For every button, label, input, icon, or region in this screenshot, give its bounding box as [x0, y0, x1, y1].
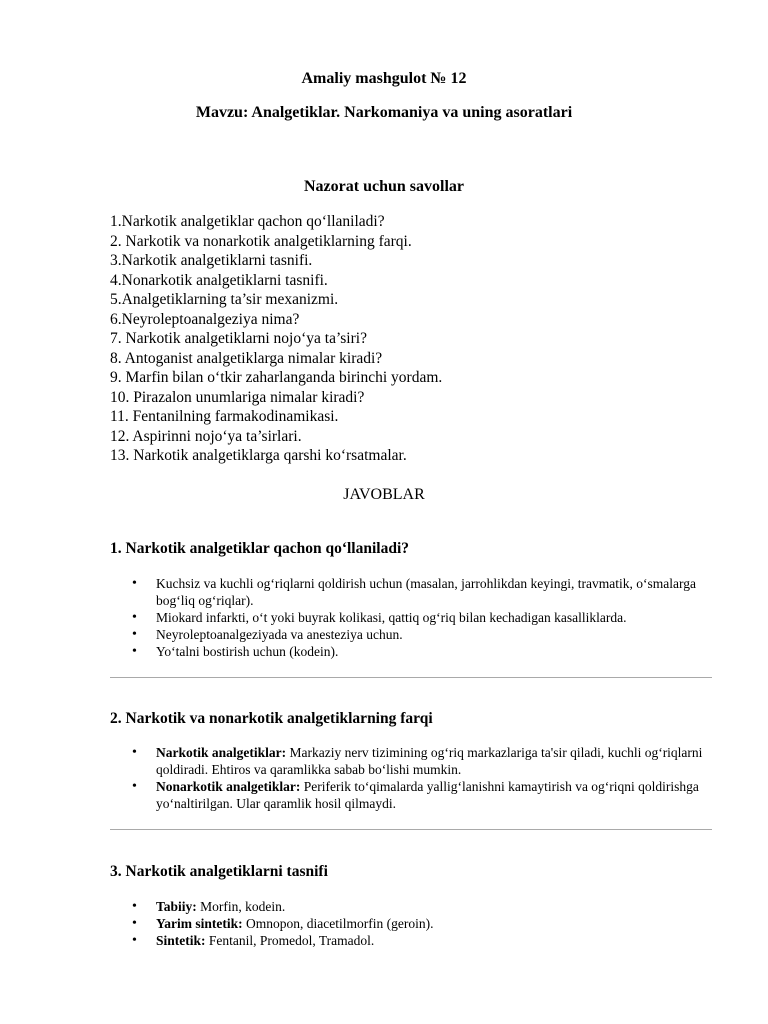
- bullet-item: [130, 575, 710, 609]
- question-item: 12. Aspirinni nojo‘ya ta’sirlari.: [110, 427, 302, 445]
- section-heading: 3. Narkotik analgetiklarni tasnifi: [110, 863, 328, 880]
- questions-list: [110, 212, 442, 466]
- bullet-text: Morfin, kodein.: [196, 899, 286, 914]
- bullet-item: [130, 932, 710, 949]
- document-title: Amaliy mashgulot № 12: [301, 70, 467, 87]
- bullet-term: Nonarkotik analgetiklar:: [156, 779, 301, 794]
- section-heading: 1. Narkotik analgetiklar qachon qo‘llaniladi?: [110, 540, 410, 557]
- question-item: 11. Fentanilning farmakodinamikasi.: [110, 408, 339, 425]
- bullet-term: Tabiiy:: [156, 899, 197, 914]
- bullet-text: Periferik to‘qimalarda yallig‘lanishni kamaytirish va og‘riqni qoldirishga yo‘naltirilgan. Ular qaramlik hosil qilmaydi.: [156, 779, 699, 811]
- question-item: 6.Neyroleptoanalgeziya nima?: [110, 310, 300, 328]
- question-item: 4.Nonarkotik analgetiklarni tasnifi.: [110, 271, 328, 289]
- bullet-item: [130, 609, 710, 626]
- control-questions-heading: Nazorat uchun savollar: [304, 178, 464, 195]
- bullet-text: Yo‘talni bostirish uchun (kodein).: [156, 644, 339, 659]
- answers-heading: JAVOBLAR: [343, 486, 425, 503]
- bullet-item: [130, 778, 710, 812]
- section-bullet-list: [130, 575, 710, 660]
- bullet-text: Kuchsiz va kuchli og‘riqlarni qoldirish uchun (masalan, jarrohlikdan keyingi, travmatik, o‘smalarga bog‘liq og‘riqlar).: [156, 576, 696, 608]
- question-item: 10. Pirazalon unumlariga nimalar kiradi?: [110, 388, 365, 406]
- question-item: 2. Narkotik va nonarkotik analgetiklarning farqi.: [110, 232, 412, 250]
- bullet-term: Narkotik analgetiklar:: [156, 745, 287, 760]
- question-item: 3.Narkotik analgetiklarni tasnifi.: [110, 252, 313, 269]
- question-item: 1.Narkotik analgetiklar qachon qo‘llaniladi?: [110, 213, 385, 230]
- bullet-item: [130, 915, 710, 932]
- horizontal-divider: [110, 677, 712, 678]
- question-item: 9. Marfin bilan o‘tkir zaharlanganda birinchi yordam.: [110, 369, 443, 386]
- question-item: 7. Narkotik analgetiklarni nojo‘ya ta’siri?: [110, 330, 367, 347]
- section-bullet-list: [130, 898, 710, 949]
- bullet-item: [130, 643, 710, 660]
- bullet-text: Fentanil, Promedol, Tramadol.: [205, 933, 375, 948]
- bullet-text: Markaziy nerv tizimining og‘riq markazlariga ta'sir qiladi, kuchli og‘riqlarni qoldiradi. Ehtiros va qaramlikka sabab bo‘lishi mumkin.: [156, 745, 703, 777]
- section-heading: 2. Narkotik va nonarkotik analgetiklarning farqi: [110, 710, 433, 727]
- bullet-item: [130, 626, 710, 643]
- question-item: 13. Narkotik analgetiklarga qarshi ko‘rsatmalar.: [110, 447, 407, 464]
- topic-line: Mavzu: Analgetiklar. Narkomaniya va uning asoratlari: [195, 104, 573, 121]
- horizontal-divider: [110, 829, 712, 830]
- bullet-item: [130, 898, 710, 915]
- bullet-term: Sintetik:: [156, 933, 206, 948]
- bullet-text: Neyroleptoanalgeziyada va anesteziya uchun.: [156, 627, 403, 642]
- bullet-text: Miokard infarkti, o‘t yoki buyrak kolikasi, qattiq og‘riq bilan kechadigan kasalliklarda.: [156, 610, 627, 625]
- question-item: 8. Antoganist analgetiklarga nimalar kiradi?: [110, 349, 383, 367]
- question-item: 5.Analgetiklarning ta’sir mexanizmi.: [110, 291, 339, 308]
- section-bullet-list: [130, 744, 710, 812]
- bullet-term: Yarim sintetik:: [156, 916, 243, 931]
- bullet-item: [130, 744, 710, 778]
- bullet-text: Omnopon, diacetilmorfin (geroin).: [242, 916, 434, 931]
